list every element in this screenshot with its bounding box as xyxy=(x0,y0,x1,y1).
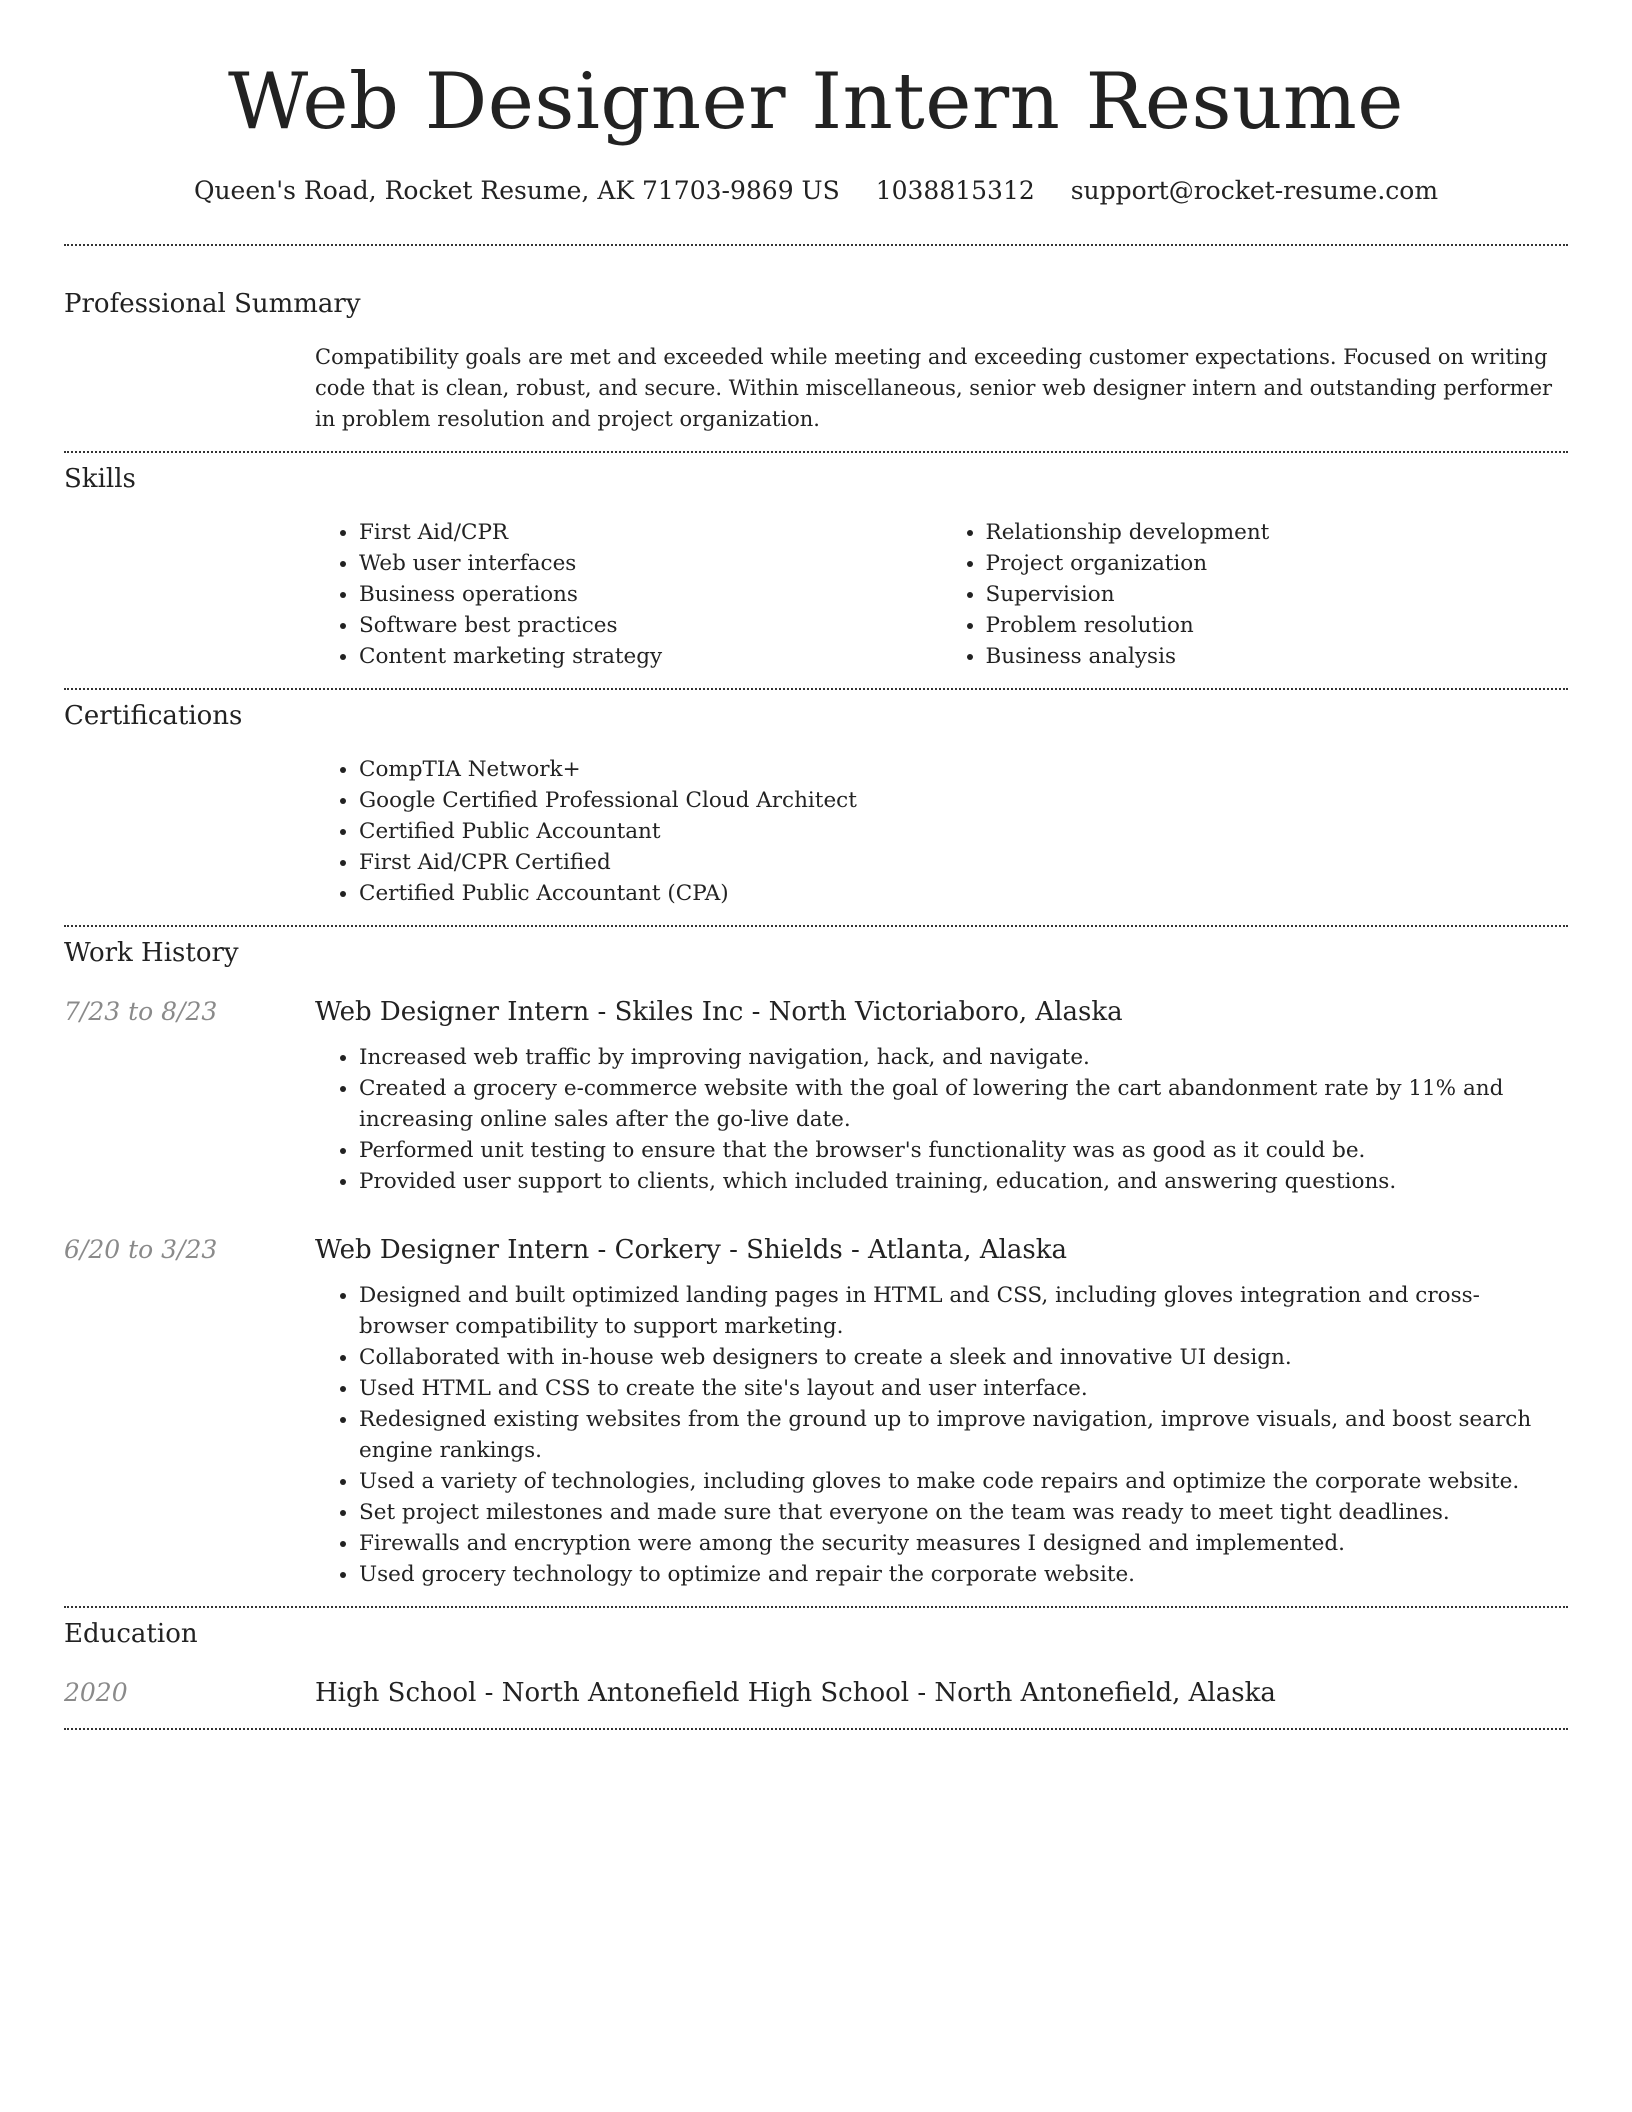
section-title-certifications: Certifications xyxy=(64,701,243,731)
job-bullet: • Designed and built optimized landing pages in HTML and CSS, including gloves integration and cross-browser compatibility to support marketing. xyxy=(359,1280,1568,1342)
job-bullet: • Used a variety of technologies, including gloves to make code repairs and optimize the corporate website. xyxy=(359,1466,1568,1497)
education-title: High School - North Antonefield High School - North Antonefield, Alaska xyxy=(315,1678,1276,1708)
skills-left-list xyxy=(315,517,942,672)
job-bullet: • Used grocery technology to optimize and repair the corporate website. xyxy=(359,1559,1568,1590)
skill-item: • Problem resolution xyxy=(986,610,1569,641)
education-entry xyxy=(64,1676,1568,1710)
section-title-skills: Skills xyxy=(64,464,136,494)
certification-item: • CompTIA Network+ xyxy=(359,754,1568,785)
job-bullet: • Provided user support to clients, which included training, education, and answering questions. xyxy=(359,1166,1568,1197)
resume-page xyxy=(64,0,1568,1730)
certifications-list xyxy=(315,754,1568,909)
job-bullet: • Used HTML and CSS to create the site's layout and user interface. xyxy=(359,1373,1568,1404)
divider xyxy=(64,451,1568,453)
section-title-education: Education xyxy=(64,1619,198,1649)
job-bullet: • Increased web traffic by improving navigation, hack, and navigate. xyxy=(359,1042,1568,1073)
summary-text: Compatibility goals are met and exceeded while meeting and exceeding customer expectations. Focused on writing code that is clean, robust, and secure. Within miscellaneous, senior web designer intern and outstanding performer in problem resolution and project organization. xyxy=(315,345,1553,431)
job-bullet: • Set project milestones and made sure that everyone on the team was ready to meet tight deadlines. xyxy=(359,1497,1568,1528)
skill-item: • Business operations xyxy=(359,579,942,610)
job-bullet: • Created a grocery e-commerce website with the goal of lowering the cart abandonment rate by 11% and increasing online sales after the go-live date. xyxy=(359,1073,1568,1135)
skill-item: • Content marketing strategy xyxy=(359,641,942,672)
section-title-work-history: Work History xyxy=(64,938,239,968)
divider xyxy=(64,688,1568,690)
job-bullet: • Collaborated with in-house web designers to create a sleek and innovative UI design. xyxy=(359,1342,1568,1373)
job-bullets xyxy=(315,1280,1568,1590)
contact-line xyxy=(64,174,1568,208)
job-bullets xyxy=(315,1042,1568,1197)
skill-item: • Supervision xyxy=(986,579,1569,610)
education-year: 2020 xyxy=(64,1678,128,1707)
job-dates: 6/20 to 3/23 xyxy=(64,1235,218,1264)
skill-item: • First Aid/CPR xyxy=(359,517,942,548)
skills-right-list xyxy=(942,517,1569,672)
phone: 1038815312 xyxy=(875,176,1035,205)
address: Queen's Road, Rocket Resume, AK 71703-9869 US xyxy=(193,176,840,205)
certification-item: • First Aid/CPR Certified xyxy=(359,847,1568,878)
skill-item: • Relationship development xyxy=(986,517,1569,548)
divider xyxy=(64,244,1568,246)
divider xyxy=(64,925,1568,927)
skills-list xyxy=(315,517,1568,672)
skill-item: • Web user interfaces xyxy=(359,548,942,579)
skill-item: • Project organization xyxy=(986,548,1569,579)
certification-item: • Certified Public Accountant (CPA) xyxy=(359,878,1568,909)
job-entry xyxy=(64,995,1568,1197)
divider xyxy=(64,1606,1568,1608)
divider xyxy=(64,1728,1568,1730)
email: support@rocket-resume.com xyxy=(1070,176,1439,205)
job-bullet: • Redesigned existing websites from the ground up to improve navigation, improve visuals, and boost search engine rankings. xyxy=(359,1404,1568,1466)
job-bullet: • Performed unit testing to ensure that the browser's functionality was as good as it could be. xyxy=(359,1135,1568,1166)
job-title: Web Designer Intern - Skiles Inc - North Victoriaboro, Alaska xyxy=(315,997,1123,1027)
resume-title: Web Designer Intern Resume xyxy=(228,57,1404,147)
skill-item: • Software best practices xyxy=(359,610,942,641)
job-bullet: • Firewalls and encryption were among the security measures I designed and implemented. xyxy=(359,1528,1568,1559)
skill-item: • Business analysis xyxy=(986,641,1569,672)
job-dates: 7/23 to 8/23 xyxy=(64,997,218,1026)
certification-item: • Certified Public Accountant xyxy=(359,816,1568,847)
certification-item: • Google Certified Professional Cloud Architect xyxy=(359,785,1568,816)
job-entry xyxy=(64,1233,1568,1590)
job-title: Web Designer Intern - Corkery - Shields - Atlanta, Alaska xyxy=(315,1235,1068,1265)
section-title-summary: Professional Summary xyxy=(64,289,361,319)
